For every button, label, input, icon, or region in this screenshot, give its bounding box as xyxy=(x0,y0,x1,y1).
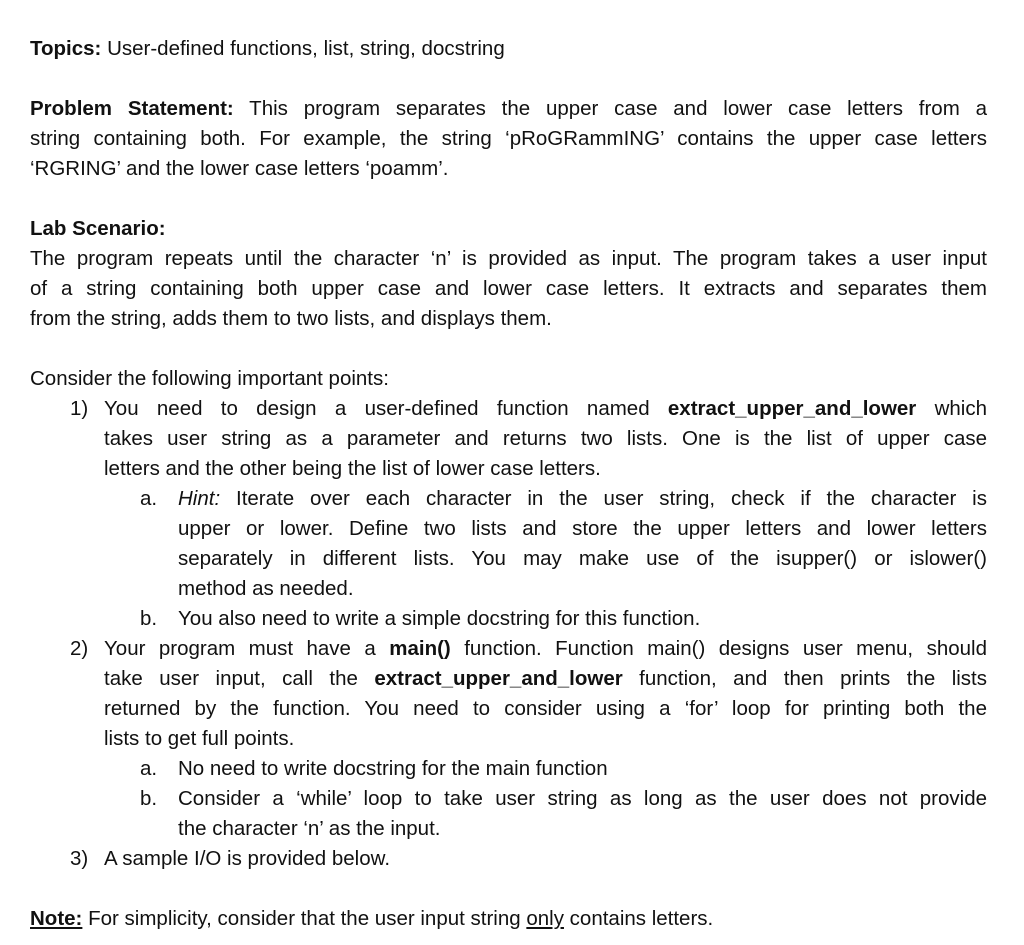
point-2-main-name: main() xyxy=(389,637,451,660)
point-2b-letter: b. xyxy=(140,787,158,810)
problem-line-1 xyxy=(30,94,987,124)
topics-line xyxy=(30,34,987,64)
point-1-number: 1) xyxy=(70,397,89,420)
point-2-line-2-pre: take user input, call the xyxy=(104,667,375,690)
point-2-pre: Your program must have a xyxy=(104,637,390,660)
note-only-emphasis: only xyxy=(526,907,564,930)
point-1-pre: You need to design a user-defined function named xyxy=(104,397,668,420)
point-1b-letter: b. xyxy=(140,607,158,630)
point-1a-text-1: Iterate over each character in the user string, check if the character is xyxy=(220,487,987,510)
point-2-func-name: extract_upper_and_lower xyxy=(374,667,623,690)
lab-line-3: from the string, adds them to two lists, and displays them. xyxy=(30,307,552,330)
problem-line-2: string containing both. For example, the string ‘pRoGRammING’ contains the upper case letters xyxy=(30,127,987,150)
point-2-line-4: lists to get full points. xyxy=(104,727,295,750)
consider-intro: Consider the following important points: xyxy=(30,367,389,390)
point-1a-line-4: method as needed. xyxy=(178,577,354,600)
point-2-line-2 xyxy=(104,664,987,694)
point-1-line-1 xyxy=(104,394,987,424)
point-2b-line-2: the character ‘n’ as the input. xyxy=(178,817,441,840)
point-3-number: 3) xyxy=(70,847,89,870)
point-2-number: 2) xyxy=(70,637,89,660)
note-pre: For simplicity, consider that the user input string xyxy=(82,907,527,930)
point-2a-line-1: No need to write docstring for the main function xyxy=(178,757,608,780)
point-3-line-1: A sample I/O is provided below. xyxy=(104,847,391,870)
point-1a-letter: a. xyxy=(140,487,158,510)
point-1-line-3: letters and the other being the list of lower case letters. xyxy=(104,457,601,480)
point-1-post: which xyxy=(916,397,987,420)
problem-line-3: ‘RGRING’ and the lower case letters ‘poamm’. xyxy=(30,157,449,180)
hint-label: Hint: xyxy=(178,487,221,510)
topics-text: User-defined functions, list, string, docstring xyxy=(101,37,505,60)
lab-heading xyxy=(30,214,987,244)
problem-text-1: This program separates the upper case and lower case letters from a xyxy=(233,97,987,120)
point-1-line-2: takes user string as a parameter and returns two lists. One is the list of upper case xyxy=(104,427,987,450)
point-1b-line-1: You also need to write a simple docstring for this function. xyxy=(178,607,701,630)
point-2-line-2-post: function, and then prints the lists xyxy=(622,667,988,690)
problem-label: Problem Statement: xyxy=(30,97,234,120)
point-2-line-1 xyxy=(104,634,987,664)
note-line xyxy=(30,904,987,934)
lab-line-2: of a string containing both upper case and lower case letters. It extracts and separates them xyxy=(30,277,987,300)
point-1a-line-3: separately in different lists. You may make use of the isupper() or islower() xyxy=(178,547,987,570)
note-label: Note: xyxy=(30,907,83,930)
note-post: contains letters. xyxy=(563,907,714,930)
lab-line-1: The program repeats until the character ‘n’ is provided as input. The program takes a user input xyxy=(30,247,987,270)
point-2-line-3: returned by the function. You need to consider using a ‘for’ loop for printing both the xyxy=(104,697,987,720)
point-1a-line-2: upper or lower. Define two lists and store the upper letters and lower letters xyxy=(178,517,987,540)
point-2a-letter: a. xyxy=(140,757,158,780)
topics-label: Topics: xyxy=(30,37,102,60)
point-2-post: function. Function main() designs user menu, should xyxy=(450,637,987,660)
point-1a-line-1 xyxy=(178,484,987,514)
lab-heading-text: Lab Scenario: xyxy=(30,217,166,240)
point-2b-line-1: Consider a ‘while’ loop to take user string as long as the user does not provide xyxy=(178,787,987,810)
point-1-func-name: extract_upper_and_lower xyxy=(667,397,917,420)
